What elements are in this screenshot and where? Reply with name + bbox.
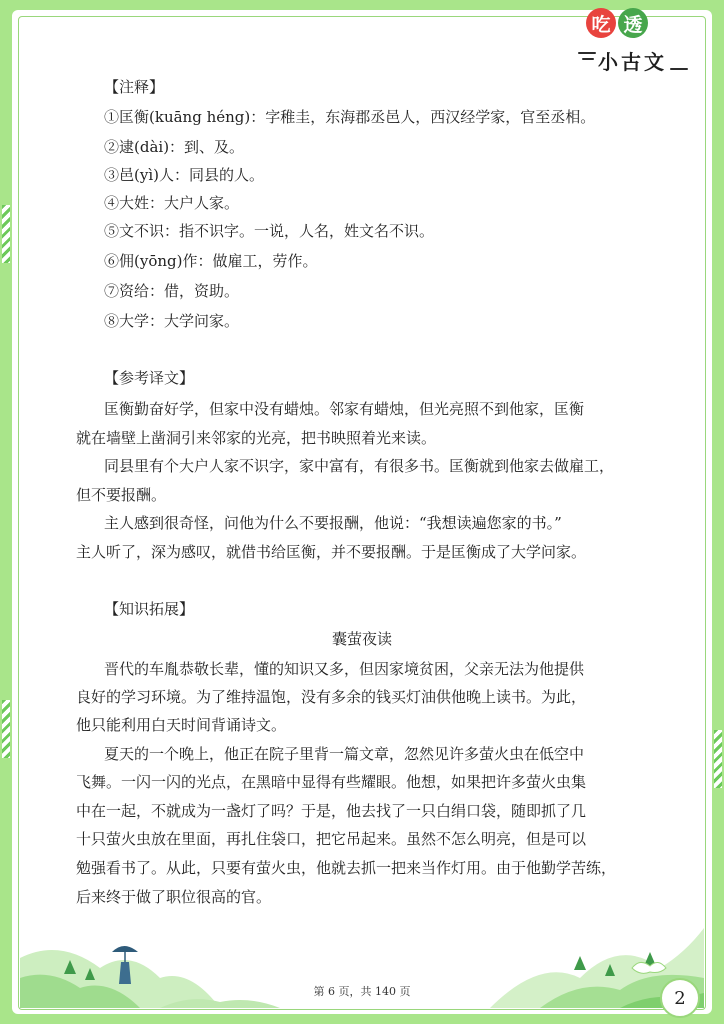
brand-logo bbox=[578, 8, 688, 78]
logo-wave-left bbox=[578, 52, 596, 54]
notes-heading: 【注释】 bbox=[104, 78, 165, 96]
logo-char-1: 吃 bbox=[586, 8, 616, 38]
story-line: 夏天的一个晚上，他正在院子里背一篇文章，忽然见许多萤火虫在低空中 bbox=[104, 745, 585, 763]
story-line: 后来终于做了职位很高的官。 bbox=[76, 888, 272, 906]
note-item: ②逮(dài)：到、及。 bbox=[104, 138, 245, 156]
page-footer-text: 第 6 页，共 140 页 bbox=[313, 985, 411, 998]
story-line: 勉强看书了。从此，只要有萤火虫，他就去抓一把来当作灯用。由于他勤学苦练， bbox=[76, 859, 617, 877]
page-number-badge: 2 bbox=[660, 978, 700, 1018]
logo-wave-left-2 bbox=[582, 58, 594, 60]
logo-subtitle: 小古文 bbox=[598, 50, 667, 74]
note-item: ③邑(yì)人：同县的人。 bbox=[104, 166, 264, 184]
translation-line: 主人听了，深为感叹，就借书给匡衡，并不要报酬。于是匡衡成了大学问家。 bbox=[76, 543, 587, 561]
translation-line: 同县里有个大户人家不识字，家中富有，有很多书。匡衡就到他家去做雇工， bbox=[104, 457, 615, 475]
note-item: ④大姓：大户人家。 bbox=[104, 194, 240, 212]
story-line: 飞舞。一闪一闪的光点，在黑暗中显得有些耀眼。他想，如果把许多萤火虫集 bbox=[76, 773, 587, 791]
story-line: 晋代的车胤恭敬长辈，懂的知识又多，但因家境贫困，父亲无法为他提供 bbox=[104, 660, 585, 678]
right-stripe bbox=[714, 730, 722, 788]
story-line: 十只萤火虫放在里面，再扎住袋口，把它吊起来。虽然不怎么明亮，但是可以 bbox=[76, 830, 587, 848]
logo-wave-right bbox=[670, 68, 688, 70]
story-title: 囊萤夜读 bbox=[331, 630, 392, 648]
translation-heading: 【参考译文】 bbox=[104, 369, 195, 387]
left-stripe-bottom bbox=[2, 700, 10, 758]
translation-line: 但不要报酬。 bbox=[76, 486, 167, 504]
translation-line: 主人感到很奇怪，问他为什么不要报酬，他说：“我想读遍您家的书。” bbox=[104, 514, 562, 532]
story-line: 中在一起，不就成为一盏灯了吗？于是，他去找了一只白绢口袋，随即抓了几 bbox=[76, 802, 587, 820]
note-item: ①匡衡(kuāng héng)：字稚圭，东海郡丞邑人，西汉经学家，官至丞相。 bbox=[104, 108, 596, 126]
story-line: 他只能利用白天时间背诵诗文。 bbox=[76, 716, 287, 734]
note-item: ⑦资给：借，资助。 bbox=[104, 282, 240, 300]
note-item: ⑧大学：大学问家。 bbox=[104, 312, 240, 330]
translation-line: 匡衡勤奋好学，但家中没有蜡烛。邻家有蜡烛，但光亮照不到他家，匡衡 bbox=[104, 400, 585, 418]
note-item: ⑤文不识：指不识字。一说，人名，姓文名不识。 bbox=[104, 222, 435, 240]
note-item: ⑥佣(yōng)作：做雇工，劳作。 bbox=[104, 252, 318, 270]
left-stripe-top bbox=[2, 205, 10, 263]
logo-char-2: 透 bbox=[618, 8, 648, 38]
translation-line: 就在墙壁上凿洞引来邻家的光亮，把书映照着光来读。 bbox=[76, 429, 437, 447]
story-line: 良好的学习环境。为了维持温饱，没有多余的钱买灯油供他晚上读书。为此， bbox=[76, 688, 587, 706]
extension-heading: 【知识拓展】 bbox=[104, 600, 195, 618]
